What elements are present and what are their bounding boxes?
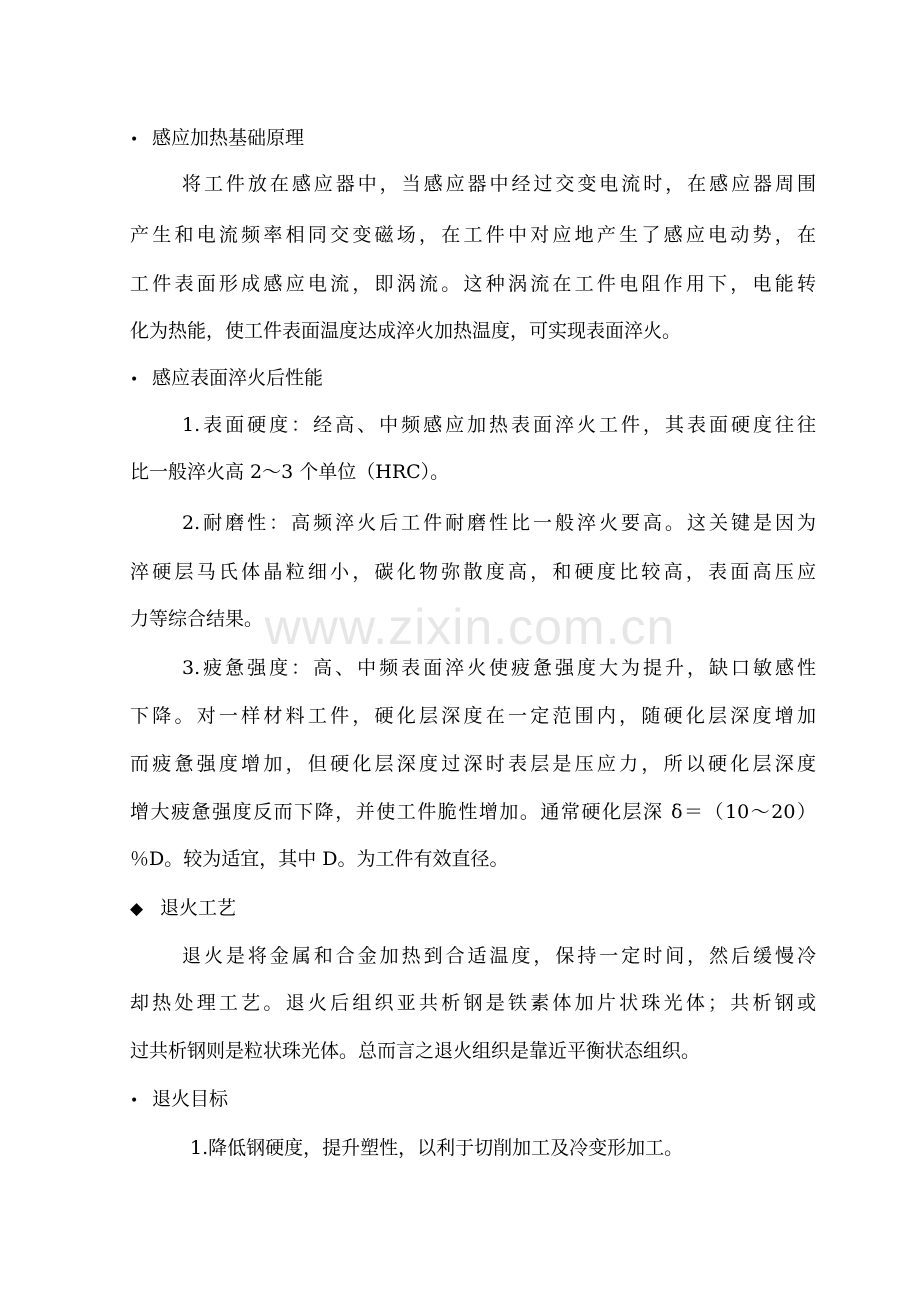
paragraph-line: 2.耐磨性：高频淬火后工件耐磨性比一般淬火要高。这关键是因为: [182, 512, 816, 534]
watermark: www.zixin.com.cn: [264, 599, 676, 655]
section-heading-quench-properties: [130, 366, 323, 392]
section-heading-annealing-goals: [130, 1087, 228, 1113]
paragraph-line: 力等综合结果。: [130, 608, 264, 630]
paragraph-line: 工件表面形成感应电流，即涡流。这种涡流在工件电阻作用下，电能转: [130, 273, 816, 295]
paragraph-line: 淬硬层马氏体晶粒细小，碳化物弥散度高，和硬度比较高，表面高压应: [130, 561, 816, 583]
heading-text: 退火目标: [152, 1088, 229, 1110]
paragraph-line: 比一般淬火高 2～3 个单位（HRC）。: [130, 461, 450, 483]
paragraph-line: 却热处理工艺。退火后组织亚共析钢是铁素体加片状珠光体；共析钢或: [130, 992, 816, 1014]
paragraph-line: 产生和电流频率相同交变磁场，在工件中对应地产生了感应电动势，在: [130, 224, 816, 246]
bullet-icon: •: [130, 1093, 139, 1109]
section-heading-induction-principle: [130, 126, 304, 152]
heading-text: 感应加热基础原理: [152, 127, 305, 149]
paragraph-line: 过共析钢则是粒状珠光体。总而言之退火组织是靠近平衡状态组织。: [130, 1040, 701, 1062]
paragraph-line: 1.表面硬度：经高、中频感应加热表面淬火工件，其表面硬度往往: [182, 414, 816, 436]
section-heading-annealing: [130, 896, 236, 921]
paragraph-line: ％D。较为适宜，其中 D。为工件有效直径。: [130, 848, 509, 870]
heading-text: 感应表面淬火后性能: [152, 367, 324, 389]
paragraph-line: 3.疲惫强度：高、中频表面淬火使疲惫强度大为提升，缺口敏感性: [182, 657, 816, 679]
bullet-icon: •: [130, 132, 139, 148]
paragraph-line: 退火是将金属和合金加热到合适温度，保持一定时间，然后缓慢冷: [182, 945, 816, 967]
diamond-bullet-icon: ◆: [130, 899, 144, 919]
paragraph-line: 下降。对一样材料工件，硬化层深度在一定范围内，随硬化层深度增加: [130, 705, 816, 727]
heading-text: 退火工艺: [160, 897, 237, 919]
paragraph-line: 将工件放在感应器中，当感应器中经过交变电流时，在感应器周围: [182, 173, 816, 195]
paragraph-line: 而疲惫强度增加，但硬化层深度过深时表层是压应力，所以硬化层深度: [130, 753, 816, 775]
paragraph-line: 化为热能，使工件表面温度达成淬火加热温度，可实现表面淬火。: [130, 320, 682, 342]
paragraph-line: 1.降低钢硬度，提升塑性，以利于切削加工及冷变形加工。: [190, 1137, 684, 1159]
bullet-icon: •: [130, 372, 139, 388]
paragraph-line: 增大疲惫强度反而下降，并使工件脆性增加。通常硬化层深 δ＝（10～20）: [130, 801, 816, 823]
